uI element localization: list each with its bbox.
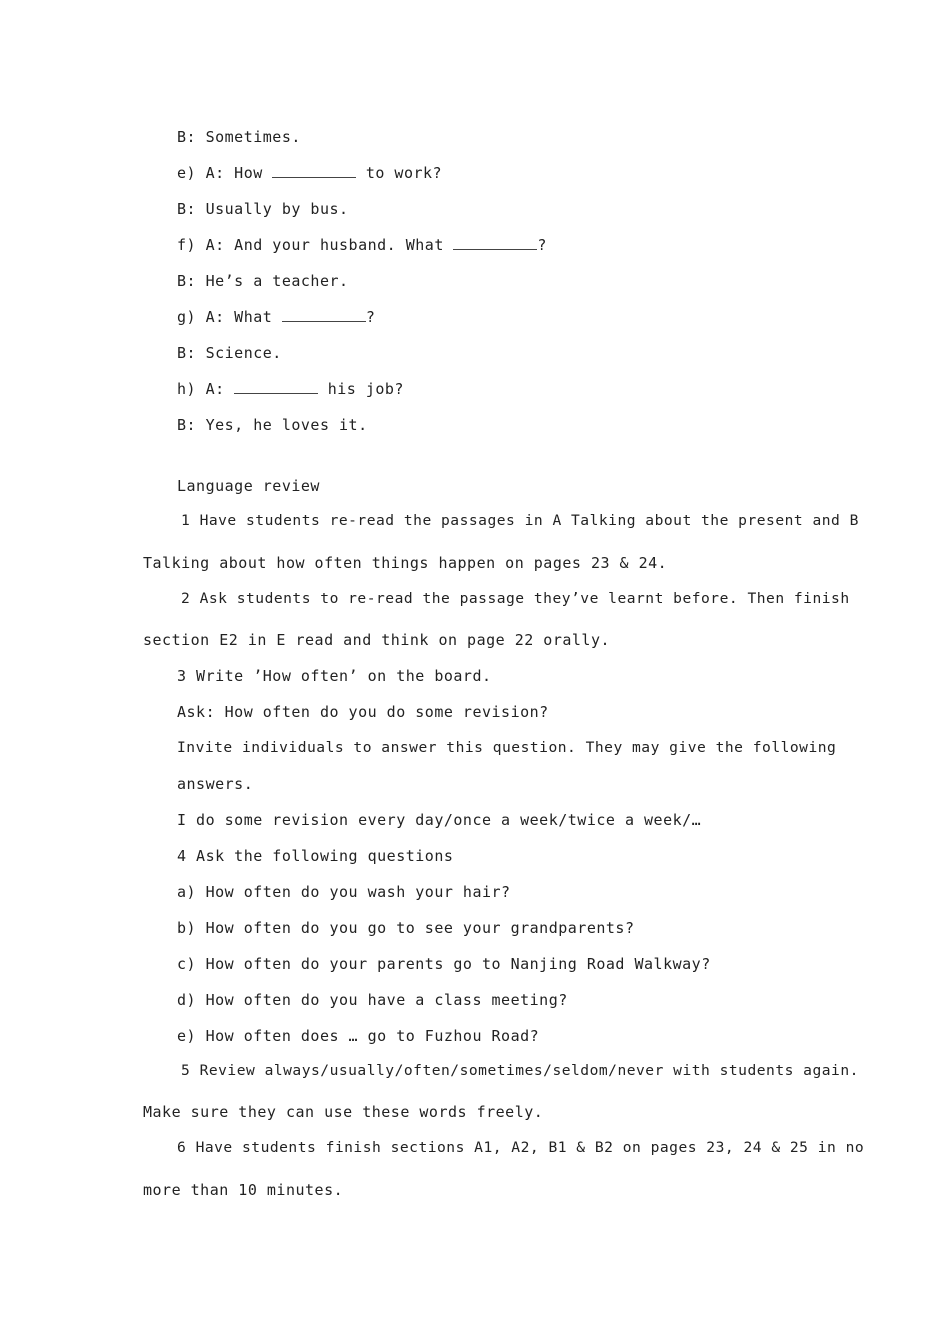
- question-suffix: ?: [365, 308, 376, 326]
- step-4: 4 Ask the following questions: [177, 847, 454, 865]
- dialogue-line: B: Usually by bus.: [177, 200, 349, 218]
- step-1-line-2: Talking about how often things happen on pages 23 & 24.: [143, 554, 668, 572]
- answer-blank: [234, 379, 318, 394]
- step-5-line-1: 5 Review always/usually/often/sometimes/seldom/never with students again.: [181, 1062, 859, 1079]
- step-4-question-a: a) How often do you wash your hair?: [177, 883, 511, 901]
- step-1-line-1: 1 Have students re-read the passages in A Talking about the present and B: [181, 512, 859, 529]
- question-prefix: f) A: And your husband. What: [177, 236, 454, 254]
- step-2-line-2: section E2 in E read and think on page 22 orally.: [143, 631, 611, 649]
- step-3: 3 Write ’How often’ on the board.: [177, 667, 492, 685]
- step-3-ask: Ask: How often do you do some revision?: [177, 703, 549, 721]
- answer-blank: [453, 235, 537, 250]
- question-prefix: e) A: How: [177, 164, 273, 182]
- dialogue-question: [177, 235, 547, 255]
- question-prefix: h) A:: [177, 380, 235, 398]
- dialogue-question: [177, 163, 442, 183]
- step-3-invite-line-2: answers.: [177, 775, 254, 793]
- step-3-answer: I do some revision every day/once a week/twice a week/…: [177, 811, 702, 829]
- step-2-line-1: 2 Ask students to re-read the passage they’ve learnt before. Then finish: [181, 590, 850, 607]
- dialogue-line: B: Sometimes.: [177, 128, 301, 146]
- dialogue-line: B: Yes, he loves it.: [177, 416, 368, 434]
- step-4-question-e: e) How often does … go to Fuzhou Road?: [177, 1027, 540, 1045]
- question-suffix: ?: [537, 236, 547, 254]
- step-5-line-2: Make sure they can use these words freely.: [143, 1103, 544, 1121]
- step-4-question-b: b) How often do you go to see your grandparents?: [177, 919, 635, 937]
- question-suffix: to work?: [356, 164, 443, 182]
- step-3-invite-line-1: Invite individuals to answer this question. They may give the following: [177, 739, 837, 756]
- step-4-question-d: d) How often do you have a class meeting?: [177, 991, 568, 1009]
- dialogue-question: [177, 379, 404, 399]
- answer-blank: [282, 307, 366, 322]
- question-prefix: g) A: What: [177, 308, 282, 326]
- step-6-line-2: more than 10 minutes.: [143, 1181, 344, 1199]
- dialogue-line: B: Science.: [177, 344, 282, 362]
- step-4-question-c: c) How often do your parents go to Nanjing Road Walkway?: [177, 955, 711, 973]
- answer-blank: [272, 163, 356, 178]
- step-6-line-1: 6 Have students finish sections A1, A2, B1 & B2 on pages 23, 24 & 25 in no: [177, 1139, 865, 1156]
- section-title: Language review: [177, 477, 320, 495]
- dialogue-line: B: He’s a teacher.: [177, 272, 349, 290]
- question-suffix: his job?: [318, 380, 404, 398]
- dialogue-question: [177, 307, 375, 327]
